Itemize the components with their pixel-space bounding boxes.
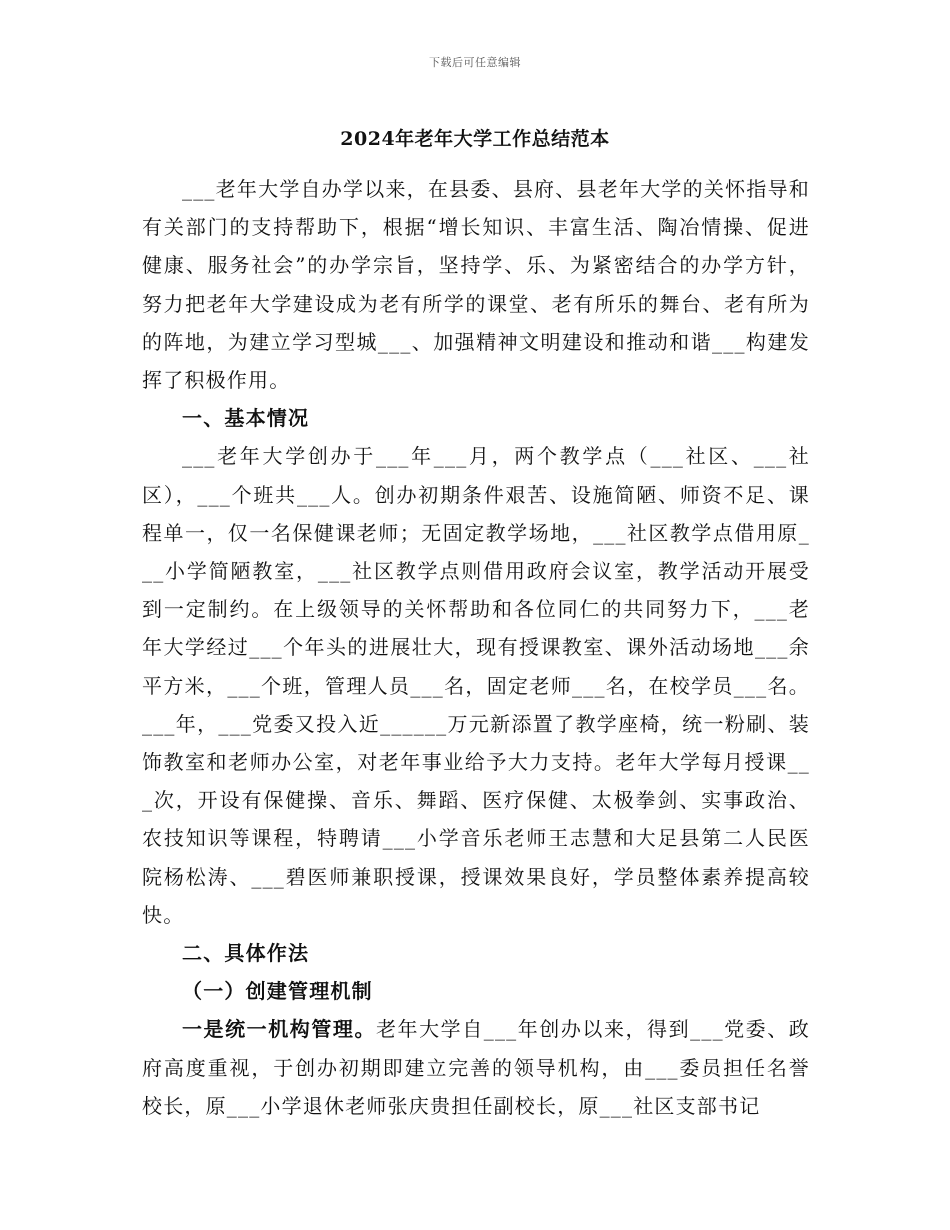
document-title: 2024年老年大学工作总结范本: [340, 128, 610, 150]
point-one-lead: 一是统一机构管理。: [182, 1017, 376, 1042]
point-one-paragraph: [142, 1010, 810, 1125]
document-body: [142, 170, 810, 1125]
section-heading-basic: 一、基本情况: [182, 406, 310, 431]
section-heading-practices: 二、具体作法: [182, 941, 310, 966]
basic-situation-paragraph: ___老年大学创办于___年___月，两个教学点（___社区、___社区），___个班共___人。创办初期条件艰苦、设施简陋、师资不足、课程单一，仅一名保健课老师；无固定教学场地，___社区教学点借用原___小学简陋教室，___社区教学点则借用政府会议室，教学活动开展受到一定制约。在上级领导的关怀帮助和各位同仁的共同努力下，___老年大学经过___个年头的进展壮大，现有授课教室、课外活动场地___余平方米，___个班，管理人员___名，固定老师___名，在校学员___名。___年，___党委又投入近______万元新添置了教学座椅，统一粉刷、装饰教室和老师办公室，对老年事业给予大力支持。老年大学每月授课___次，开设有保健操、音乐、舞蹈、医疗保健、太极拳剑、实事政治、农技知识等课程，特聘请___小学音乐老师王志慧和大足县第二人民医院杨松涛、___碧医师兼职授课，授课效果良好，学员整体素养提高较快。: [142, 444, 810, 927]
intro-paragraph: ___老年大学自办学以来，在县委、县府、县老年大学的关怀指导和有关部门的支持帮助下，根据“增长知识、丰富生活、陶冶情操、促进健康、服务社会”的办学宗旨，坚持学、乐、为紧密结合的办学方针，努力把老年大学建设成为老有所学的课堂、老有所乐的舞台、老有所为的阵地，为建立学习型城___、加强精神文明建设和推动和谐___构建发挥了积极作用。: [142, 177, 810, 393]
header-note: 下载后可任意编辑: [429, 56, 521, 69]
subsection-heading-management: （一）创建管理机制: [182, 979, 373, 1004]
point-one-body: 老年大学自___年创办以来，得到___党委、政府高度重视，于创办初期即建立完善的领导机构，由___委员担任名誉校长，原___小学退休老师张庆贵担任副校长，原___社区支部书记: [142, 1017, 810, 1118]
